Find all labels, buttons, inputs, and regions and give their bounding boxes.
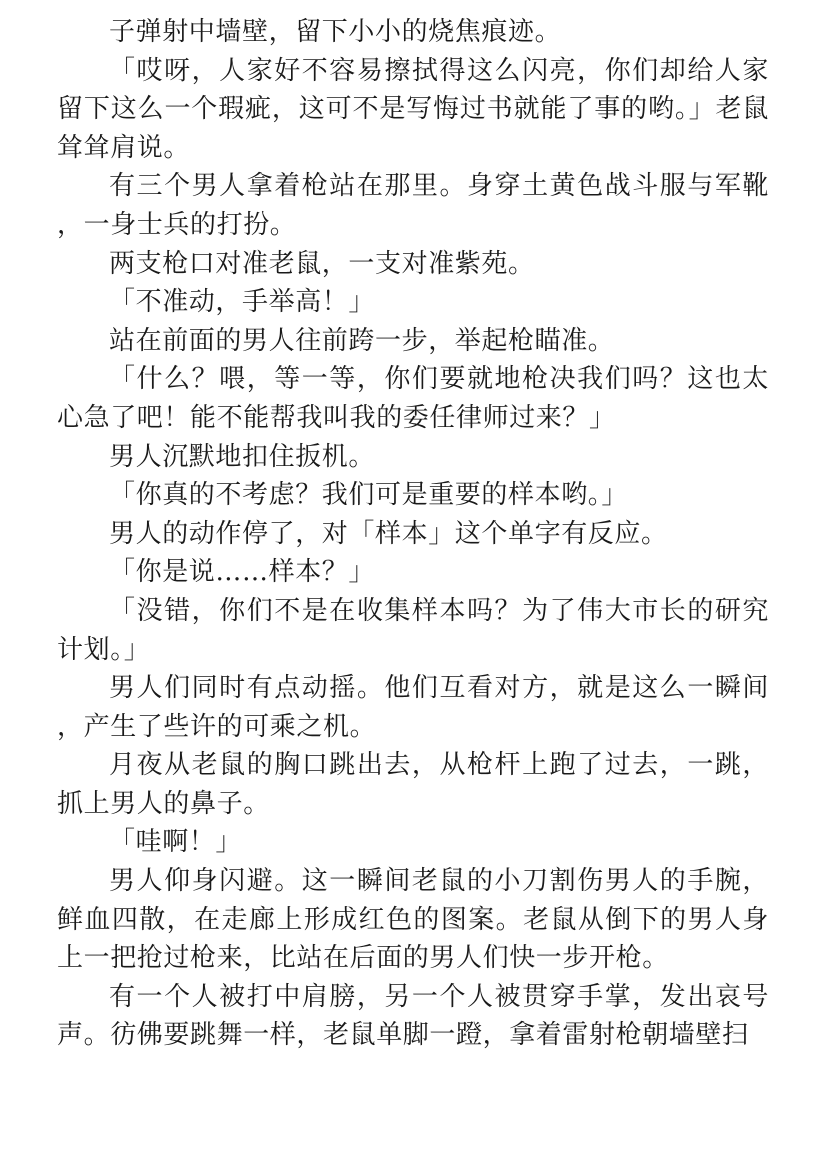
paragraph: 两支枪口对准老鼠，一支对准紫苑。: [109, 248, 535, 279]
paragraph: 「哇啊！」: [109, 827, 243, 858]
paragraph: 男人仰身闪避。这一瞬间老鼠的小刀割伤男人的手腕，鲜血四散，在走廊上形成红色的图案。老鼠从倒下的男人身上一把抢过枪来，比站在后面的男人们快一步开枪。: [57, 866, 769, 974]
document-page: [57, 13, 769, 1055]
paragraph: 月夜从老鼠的胸口跳出去，从枪杆上跑了过去，一跳，抓上男人的鼻子。: [57, 750, 769, 819]
paragraph: 有一个人被打中肩膀，另一个人被贯穿手掌，发出哀号声。彷佛要跳舞一样，老鼠单脚一蹬，拿着雷射枪朝墙壁扫: [57, 981, 769, 1051]
paragraph: 子弹射中墙壁，留下小小的烧焦痕迹。: [109, 17, 562, 47]
paragraph: 「你真的不考虑？我们可是重要的样本哟。」: [109, 480, 629, 511]
paragraph: 「不准动，手举高！」: [109, 287, 376, 318]
paragraph: 有三个男人拿着枪站在那里。身穿土黄色战斗服与军靴，一身士兵的打扮。: [57, 171, 769, 240]
paragraph: 「你是说……样本？」: [109, 557, 376, 588]
paragraph: 「什么？喂，等一等，你们要就地枪决我们吗？这也太心急了吧！能不能帮我叫我的委任律师过来？」: [57, 364, 769, 433]
paragraph: 男人的动作停了，对「样本」这个单字有反应。: [109, 518, 668, 549]
paragraph: 站在前面的男人往前跨一步，举起枪瞄准。: [109, 325, 615, 356]
paragraph: 男人沉默地扣住扳机。: [109, 441, 376, 472]
paragraph: 「没错，你们不是在收集样本吗？为了伟大市长的研究计划。」: [57, 595, 769, 665]
paragraph: 「哎呀，人家好不容易擦拭得这么闪亮，你们却给人家留下这么一个瑕疵，这可不是写悔过书就能了事的哟。」老鼠耸耸肩说。: [57, 55, 769, 163]
paragraph: 男人们同时有点动摇。他们互看对方，就是这么一瞬间，产生了些许的可乘之机。: [57, 673, 769, 742]
